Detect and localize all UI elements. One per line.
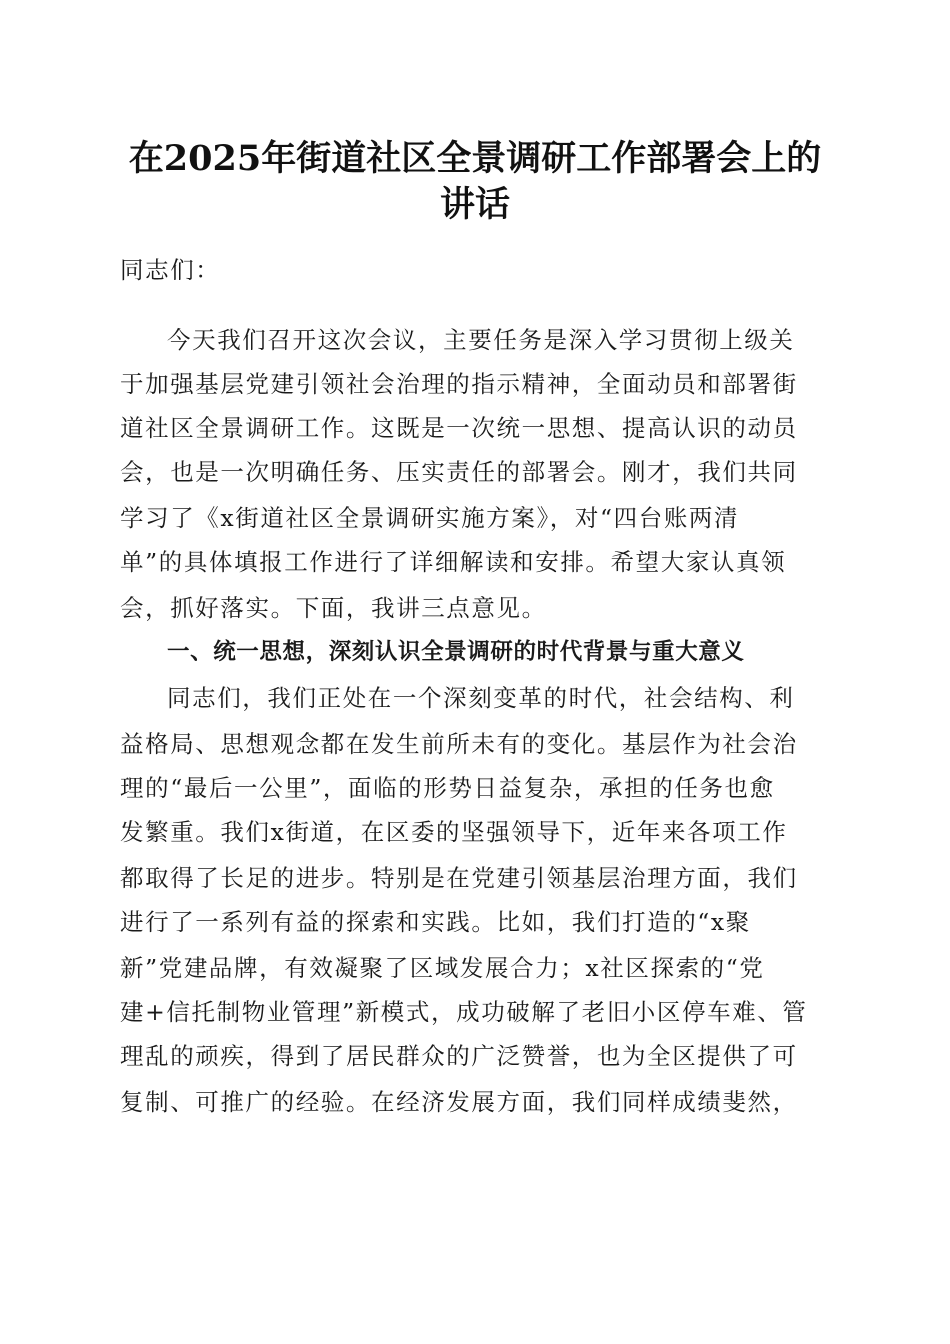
paragraph-2-line: 同志们，我们正处在一个深刻变革的时代，社会结构、利: [167, 684, 795, 712]
paragraph-2-line: 发繁重。我们x街道，在区委的坚强领导下，近年来各项工作: [120, 818, 788, 846]
paragraph-1-line: 会，抓好落实。下面，我讲三点意见。: [120, 594, 547, 622]
document-title-line-1: 在2025年街道社区全景调研工作部署会上的: [128, 138, 822, 179]
paragraph-1-line: 于加强基层党建引领社会治理的指示精神，全面动员和部署街: [120, 370, 798, 398]
section-1-heading: 一、统一思想，深刻认识全景调研的时代背景与重大意义: [167, 639, 745, 665]
paragraph-2-line: 建+信托制物业管理”新模式，成功破解了老旧小区停车难、管: [120, 998, 808, 1026]
paragraph-2-line: 益格局、思想观念都在发生前所未有的变化。基层作为社会治: [120, 730, 798, 758]
paragraph-1-line: 道社区全景调研工作。这既是一次统一思想、提高认识的动员: [120, 414, 798, 442]
paragraph-2-line: 进行了一系列有益的探索和实践。比如，我们打造的“x聚: [120, 908, 751, 936]
paragraph-2-line: 新”党建品牌，有效凝聚了区域发展合力；x社区探索的“党: [120, 954, 765, 982]
paragraph-2-line: 理乱的顽疾，得到了居民群众的广泛赞誉，也为全区提供了可: [120, 1042, 798, 1070]
paragraph-2-line: 都取得了长足的进步。特别是在党建引领基层治理方面，我们: [120, 864, 798, 892]
document-title-line-2: 讲话: [439, 184, 510, 225]
paragraph-1-line: 学习了《x街道社区全景调研实施方案》，对“四台账两清: [120, 504, 740, 532]
paragraph-1-line: 会，也是一次明确任务、压实责任的部署会。刚才，我们共同: [120, 458, 798, 486]
paragraph-2-line: 复制、可推广的经验。在经济发展方面，我们同样成绩斐然，: [120, 1088, 798, 1116]
salutation: 同志们：: [120, 256, 221, 284]
paragraph-2-line: 理的“最后一公里”，面临的形势日益复杂，承担的任务也愈: [120, 774, 775, 802]
paragraph-1-line: 单”的具体填报工作进行了详细解读和安排。希望大家认真领: [120, 548, 787, 576]
paragraph-1-line: 今天我们召开这次会议，主要任务是深入学习贯彻上级关: [167, 326, 795, 354]
